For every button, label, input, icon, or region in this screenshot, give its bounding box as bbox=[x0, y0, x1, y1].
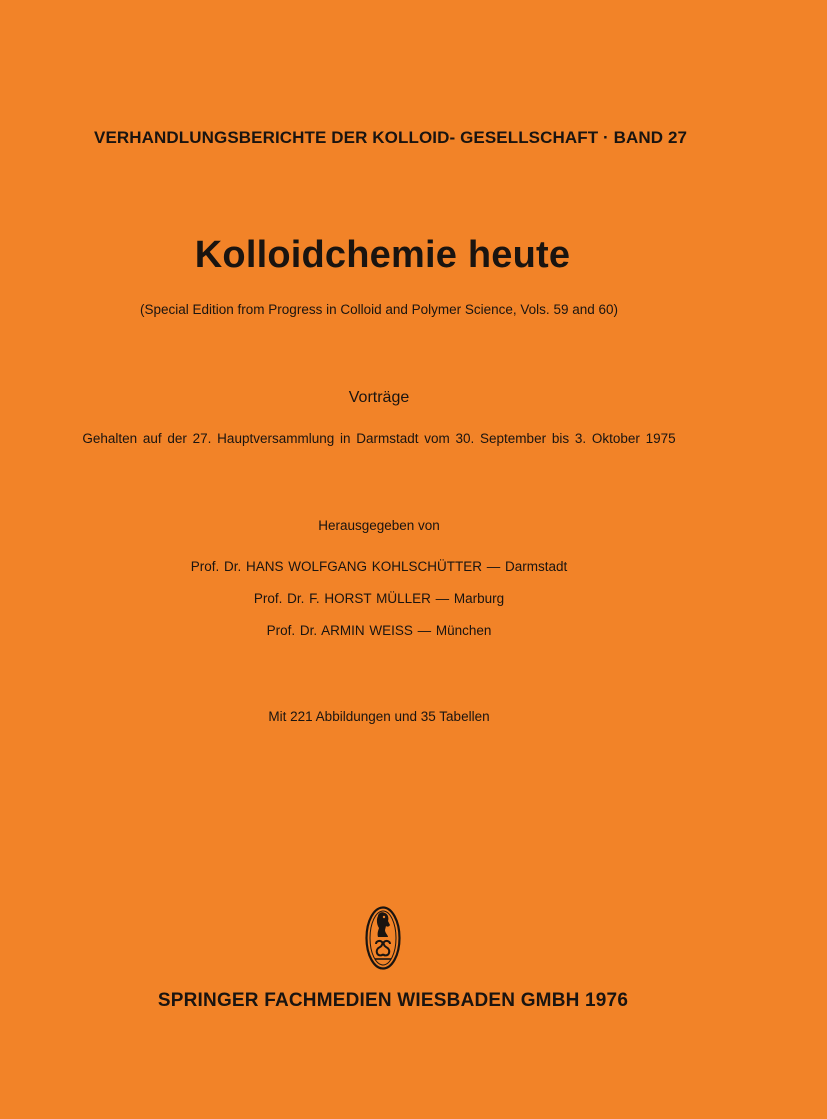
springer-knight-icon bbox=[365, 906, 401, 970]
section-heading: Vorträge bbox=[348, 389, 410, 406]
editor-line: Prof. Dr. HANS WOLFGANG KOHLSCHÜTTER — Darmstadt bbox=[190, 559, 568, 574]
conference-note: Gehalten auf der 27. Hauptversammlung in Darmstadt vom 30. September bis 3. Oktober 1975 bbox=[82, 431, 676, 446]
series-line: VERHANDLUNGSBERICHTE DER KOLLOID- GESELLSCHAFT · BAND 27 bbox=[94, 128, 688, 147]
book-subtitle: (Special Edition from Progress in Colloid and Polymer Science, Vols. 59 and 60) bbox=[140, 302, 618, 317]
editor-line: Prof. Dr. ARMIN WEISS — München bbox=[266, 623, 492, 638]
editors-heading: Herausgegeben von bbox=[318, 518, 440, 533]
editor-line: Prof. Dr. F. HORST MÜLLER — Marburg bbox=[253, 591, 505, 606]
publisher-line: SPRINGER FACHMEDIEN WIESBADEN GMBH 1976 bbox=[157, 990, 629, 1011]
illustrations-note: Mit 221 Abbildungen und 35 Tabellen bbox=[268, 709, 490, 724]
book-title: Kolloidchemie heute bbox=[194, 234, 571, 276]
